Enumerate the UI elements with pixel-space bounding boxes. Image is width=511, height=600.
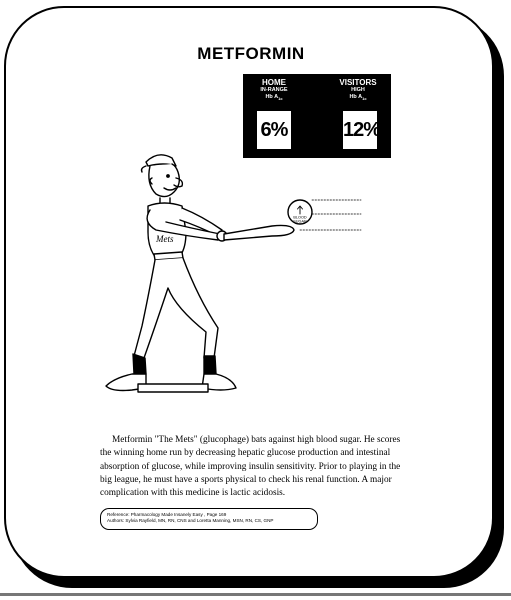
visitors-hba1c-label: Hb $A_{1c}$: [349, 93, 367, 101]
ball-label-line2: SUGAR: [293, 219, 307, 224]
reference-box: [100, 508, 318, 530]
home-range-label: IN-RANGE: [260, 87, 288, 93]
home-score: 6%: [257, 111, 291, 149]
pants: [134, 258, 218, 358]
visitors-team: [329, 78, 387, 102]
visitors-score: 12%: [343, 111, 377, 149]
home-plate: [138, 384, 208, 392]
page-title: METFORMIN: [197, 44, 305, 63]
bat-icon: [224, 226, 294, 241]
authors-line: Authors: Sylvia Rayfield, MN, RN, CNS and Loretta Manning, MSN, RN, CS, GNP: [107, 518, 274, 523]
home-hba1c-label: Hb $A_{1c}$: [265, 93, 283, 101]
baseball-player-illustration: [86, 148, 376, 408]
visitors-range-label: HIGH: [351, 87, 365, 93]
content-card: [4, 6, 494, 578]
jersey-lettering: Mets: [156, 234, 174, 244]
bottom-rule: [0, 593, 511, 596]
scoreboard: [243, 74, 391, 158]
description-paragraph: [100, 434, 406, 500]
home-label: HOME: [262, 78, 286, 87]
reference-line: Reference: Pharmacology Made Insanely Easy , Page 169: [107, 512, 227, 517]
sock-left: [133, 354, 146, 374]
description-text: Metformin "The Mets" (glucophage) bats against high blood sugar. He scores the winning home run by decreasing hepatic glucose production and intestinal absorption of glucose, while improving insulin sensitivity. Prior to playing in the big league, he must have a sports physical to check his renal function. A major complication with this medicine is lactic acidosis.: [100, 435, 401, 499]
ball-label-line1: BLOOD: [293, 215, 307, 220]
visitors-label: VISITORS: [339, 78, 377, 87]
home-team: [245, 78, 303, 102]
sock-right: [204, 356, 216, 374]
head: [149, 164, 179, 197]
